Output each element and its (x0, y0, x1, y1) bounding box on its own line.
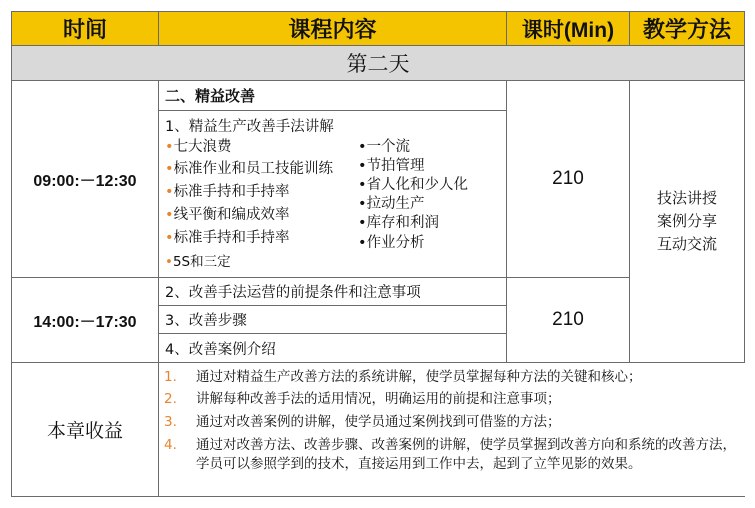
day-label: 第二天 (11, 45, 745, 81)
afternoon-minutes: 210 (506, 277, 630, 363)
benefit-item-4: 4. 通过对改善方法、改善步骤、改善案例的讲解，使学员掌握到改善方向和系统的改善方法，学员可以参照学到的技术，直接运用到工作中去，起到了立竿见影的效果。 (164, 437, 736, 472)
method-1: 技法讲授 (656, 189, 717, 207)
bullet-left-6: •5S和三定 (165, 254, 231, 270)
afternoon-time: 14:00:－17:30 (11, 277, 159, 363)
item4: 4、改善案例介绍 (158, 333, 507, 363)
morning-minutes: 210 (506, 80, 630, 278)
item3: 3、改善步骤 (158, 305, 507, 334)
header-time: 时间 (11, 11, 159, 46)
bullet-left-5: •标准手持和手持率 (165, 230, 290, 246)
benefit-item-3: 3. 通过对改善案例的讲解，使学员通过案例找到可借鉴的方法； (164, 414, 561, 430)
header-content: 课程内容 (158, 11, 507, 46)
section-title: 二、精益改善 (158, 80, 507, 111)
bullet-right-5: •库存和利润 (358, 215, 440, 231)
benefits-label: 本章收益 (11, 362, 159, 497)
bullet-left-4: •线平衡和编成效率 (165, 207, 290, 223)
bullet-left-2: •标准作业和员工技能训练 (165, 161, 334, 177)
bullet-right-1: •一个流 (358, 139, 411, 155)
morning-time: 09:00:－12:30 (11, 80, 159, 278)
bullet-left-3: •标准手持和手持率 (165, 184, 290, 200)
header-method: 教学方法 (629, 11, 745, 46)
bullet-left-1: •七大浪费 (165, 139, 232, 155)
method-3: 互动交流 (656, 235, 717, 253)
bullet-right-2: •节拍管理 (358, 158, 425, 174)
bullet-right-6: •作业分析 (358, 235, 425, 251)
method-2: 案例分享 (656, 212, 717, 230)
item2: 2、改善手法运营的前提条件和注意事项 (158, 277, 507, 306)
benefit-item-2: 2. 讲解每种改善手法的适用情况，明确运用的前提和注意事项； (164, 391, 561, 407)
benefit-item-1: 1. 通过对精益生产改善方法的系统讲解，使学员掌握每种方法的关键和核心； (164, 369, 642, 385)
item1-title: 1、精益生产改善手法讲解 (165, 119, 334, 135)
header-hours: 课时(Min) (506, 11, 630, 46)
bullet-right-3: •省人化和少人化 (358, 177, 469, 193)
teaching-method (629, 80, 745, 363)
bullet-right-4: •拉动生产 (358, 196, 425, 212)
